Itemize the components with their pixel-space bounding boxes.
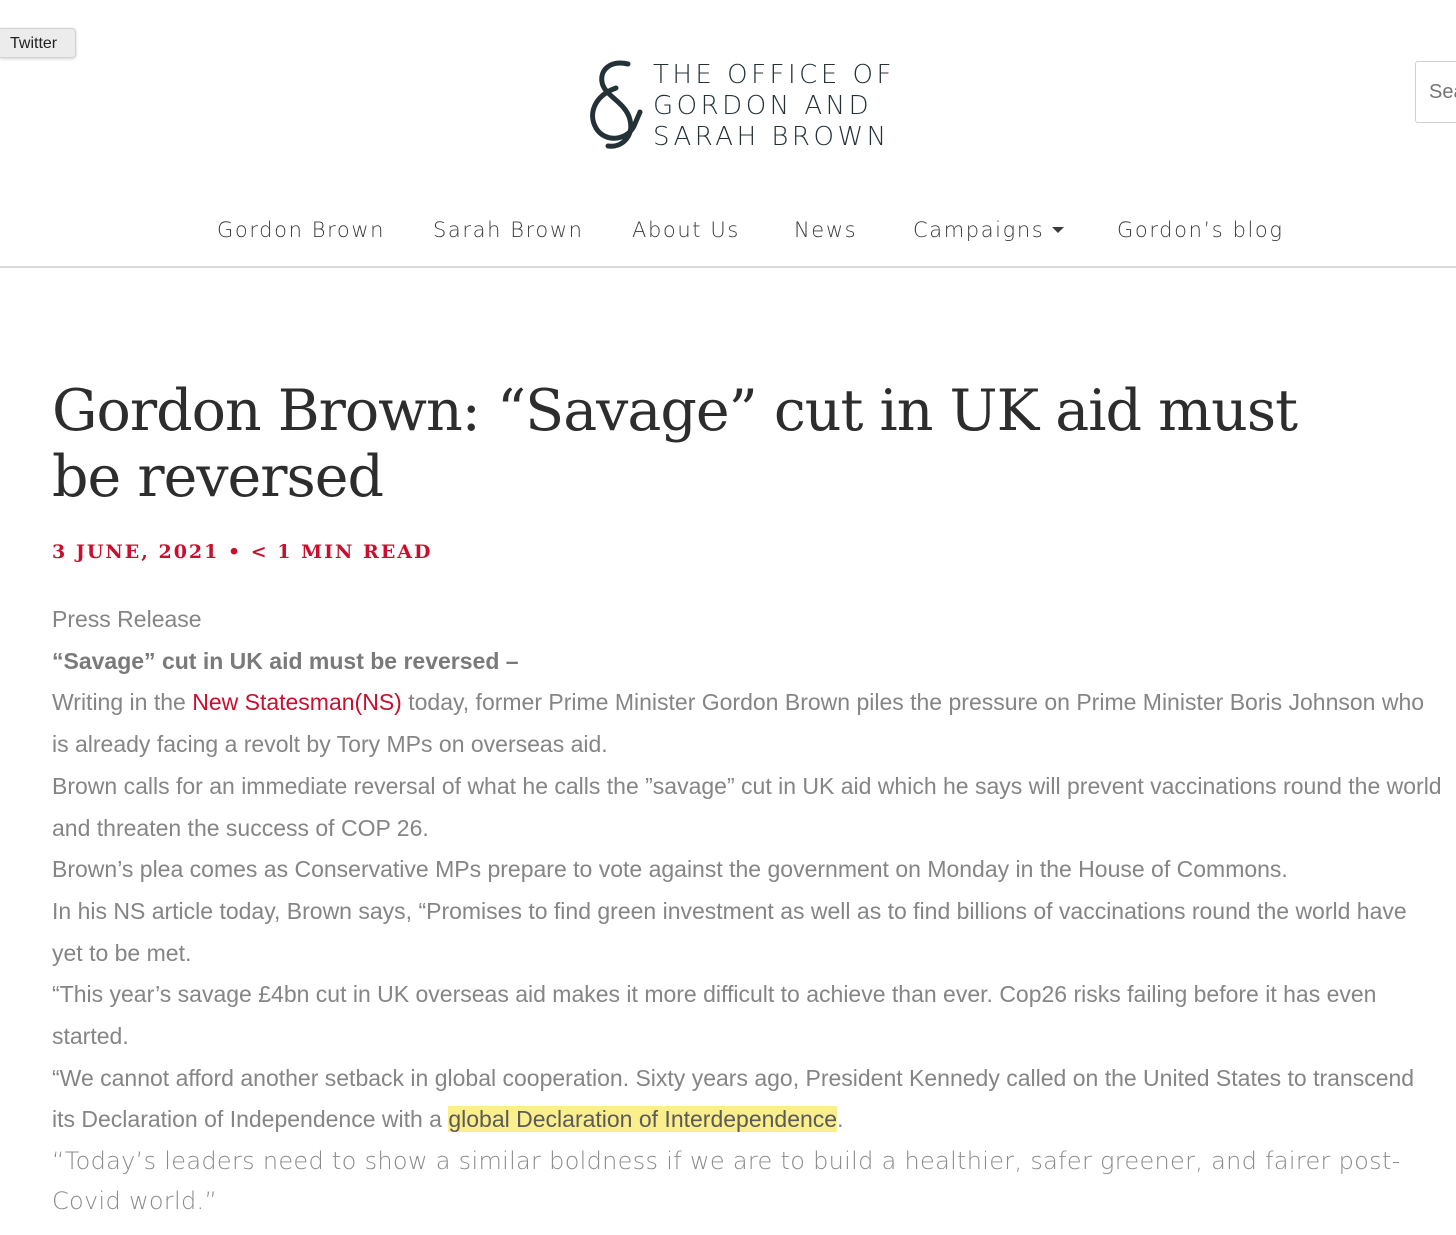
read-time: < 1 MIN READ [250,541,433,563]
article-date: 3 JUNE, 2021 [52,541,220,563]
logo-line-2: GORDON AND [653,91,873,121]
subhead-text: “Savage” cut in UK aid must be reversed – [52,647,519,674]
twitter-share-tab[interactable]: Twitter [0,28,76,58]
nav-item-gordon-brown[interactable]: Gordon Brown [217,218,386,242]
meta-separator: • [227,541,243,563]
intro-text-before: Writing in the [52,689,193,716]
article-title: Gordon Brown: “Savage” cut in UK aid must be reversed [52,378,1298,510]
nav-item-campaigns-label: Campaigns [913,218,1045,242]
site-logo[interactable] [586,58,895,154]
intro-text-after: today, former Prime Minister Gordon Brown piles the pressure on Prime Minister Boris Johnson who is already facing a revolt by Tory MPs on overseas aid. [52,689,1425,758]
search-input[interactable] [1415,61,1456,123]
paragraph-leaders: “Today’s leaders need to show a similar boldness if we are to build a healthier, safer greener, and fairer post-Covid world.” [52,1147,1401,1216]
nav-item-sarah-brown[interactable]: Sarah Brown [433,218,584,242]
logo-wordmark [653,60,895,153]
article-meta [52,541,433,563]
nav-item-about-us[interactable]: About Us [632,218,740,242]
ampersand-s-monogram-icon [586,58,646,154]
new-statesman-link[interactable]: New Statesman(NS) [192,689,402,716]
paragraph-kennedy [52,1058,1442,1141]
interdependence-link[interactable]: global Declaration of Interdependence [448,1106,838,1133]
logo-line-3: SARAH BROWN [653,122,890,152]
nav-item-campaigns[interactable] [913,218,1064,242]
paragraph-intro [52,682,1442,765]
kennedy-text-after: . [837,1106,844,1133]
paragraph-vote: Brown’s plea comes as Conservative MPs prepare to vote against the government on Monday in the House of Commons. [52,856,1288,883]
kennedy-text-before: “We cannot afford another setback in global cooperation. Sixty years ago, President Kennedy called on the United States to transcend its Declaration of Independence with a [52,1064,1415,1133]
paragraph-press-release: Press Release [52,606,202,632]
logo-line-1: THE OFFICE OF [653,60,895,90]
article-body [52,599,1442,1221]
paragraph-reversal: Brown calls for an immediate reversal of what he calls the ”savage” cut in UK aid which he says will prevent vaccinations round the world and threaten the success of COP 26. [52,772,1442,841]
main-nav [0,200,1456,268]
nav-item-news[interactable]: News [794,218,858,242]
paragraph-cut: “This year’s savage £4bn cut in UK overseas aid makes it more difficult to achieve than ever. Cop26 risks failing before it has even started. [52,981,1377,1050]
nav-item-gordons-blog[interactable]: Gordon’s blog [1117,218,1284,242]
caret-down-icon [1052,227,1064,233]
paragraph-promises: In his NS article today, Brown says, “Promises to find green investment as well as to find billions of vaccinations round the world have yet to be met. [52,897,1407,966]
paragraph-subhead [52,641,1442,683]
